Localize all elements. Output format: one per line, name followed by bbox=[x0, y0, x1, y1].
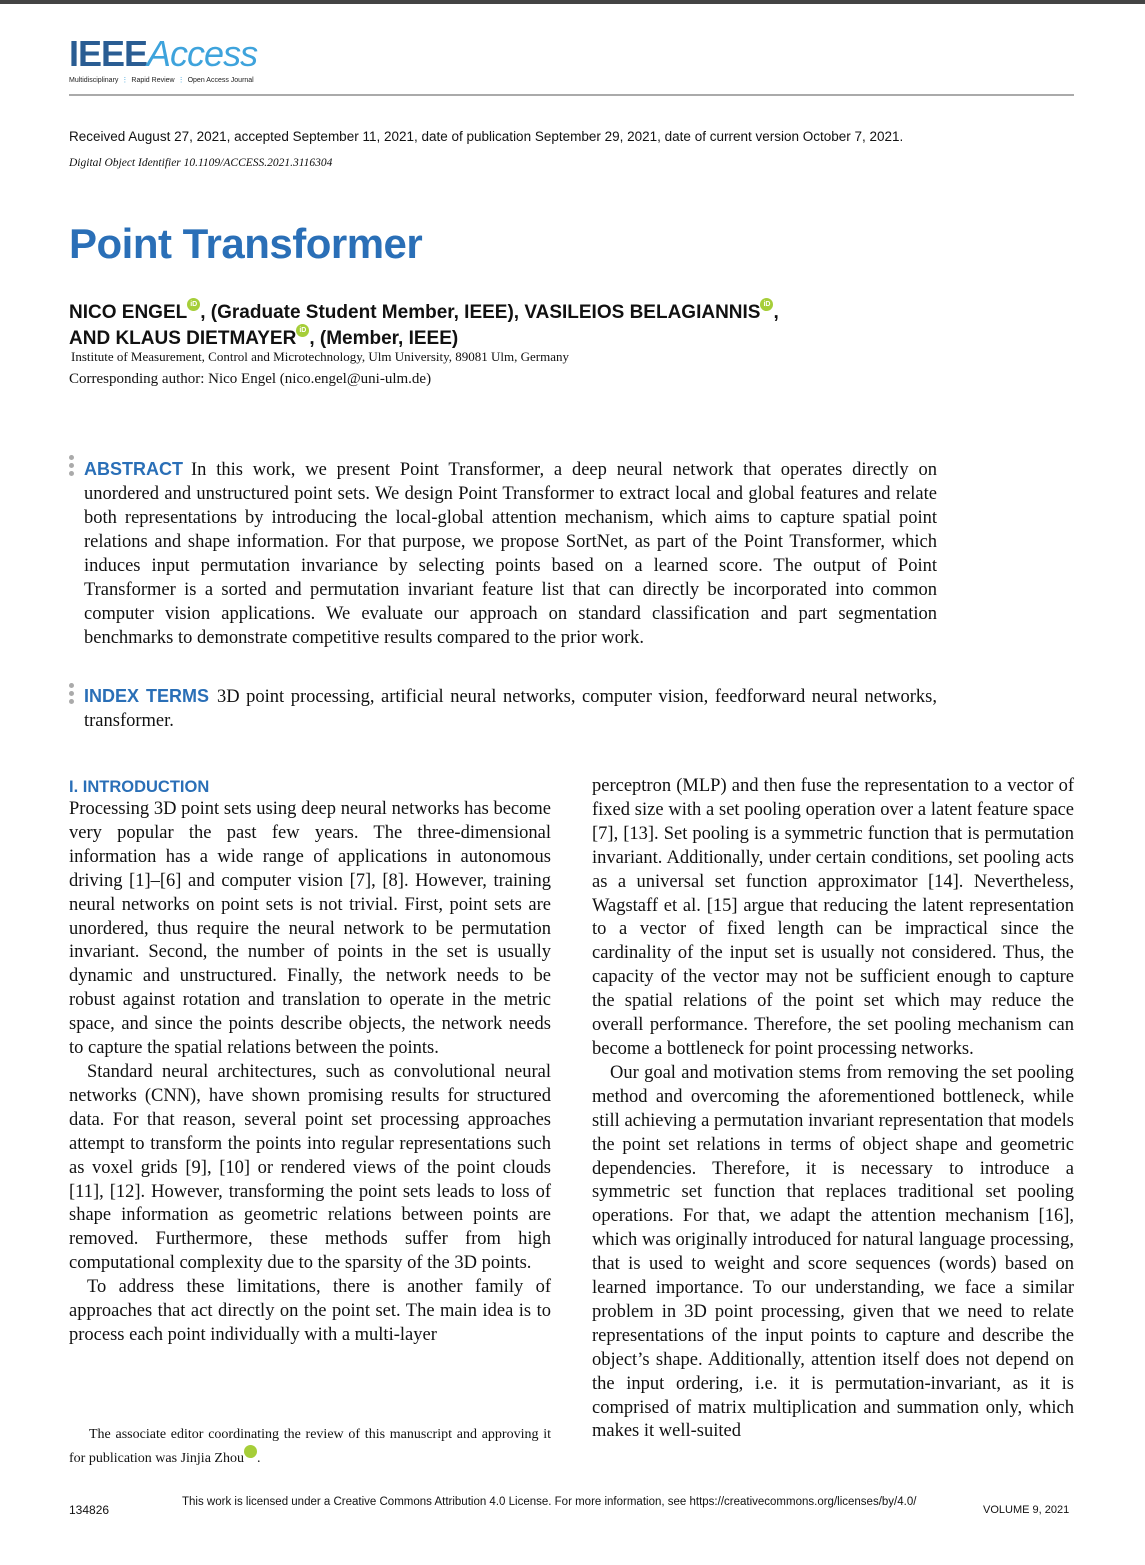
volume: VOLUME 9, 2021 bbox=[983, 1504, 1070, 1516]
author-text: , (Graduate Student Member, IEEE), VASILEIOS BELAGIANNIS bbox=[200, 302, 761, 323]
received-dates: Received August 27, 2021, accepted September 11, 2021, date of publication September 29, 2021, date of current version October 7, 2021. bbox=[69, 129, 904, 144]
orcid-icon[interactable]: iD bbox=[760, 298, 773, 311]
index-terms-label: INDEX TERMS bbox=[84, 686, 209, 706]
top-bar bbox=[0, 0, 1145, 4]
right-column bbox=[592, 775, 1074, 1444]
abstract-label: ABSTRACT bbox=[84, 459, 183, 479]
index-terms bbox=[84, 684, 937, 733]
author-name: NICO ENGEL bbox=[69, 302, 188, 323]
abstract bbox=[84, 457, 937, 650]
tag: Multidisciplinary bbox=[69, 77, 119, 84]
footnote: The associate editor coordinating the review of this manuscript and approving it for publication was Jinjia Zhou iD. bbox=[69, 1427, 551, 1466]
tag: Open Access Journal bbox=[187, 77, 254, 84]
journal-logo bbox=[69, 33, 258, 84]
author-text: , (Member, IEEE) bbox=[309, 328, 459, 349]
left-column bbox=[69, 776, 551, 1348]
doi: Digital Object Identifier 10.1109/ACCESS.2021.3116304 bbox=[69, 157, 333, 169]
dots-icon bbox=[69, 455, 74, 479]
paragraph: perceptron (MLP) and then fuse the representation to a vector of fixed size with a set pooling operation over a latent feature space [7], [13]. Set pooling is a symmetric function that is permutation invariant. Additionally, under certain conditions, set pooling acts as a universal set function approximator [14]. Nevertheless, Wagstaff et al. [15] argue that reducing the latent representation to a vector of fixed length can be impractical since the cardinality of the input set is usually not considered. Thus, the capacity of the vector may not be sufficient enough to capture the spatial relations of the point set which may reduce the overall performance. Therefore, the set pooling mechanism can become a bottleneck for point processing networks. bbox=[592, 776, 1074, 1059]
page-number: 134826 bbox=[69, 1503, 110, 1517]
logo-access: Access bbox=[147, 33, 258, 74]
paragraph: To address these limitations, there is another family of approaches that act directly on the point set. The main idea is to process each point individually with a multi-layer bbox=[69, 1277, 551, 1345]
orcid-icon[interactable]: iD bbox=[187, 298, 200, 311]
author-text: , bbox=[773, 302, 779, 323]
author-name: AND KLAUS DIETMAYER bbox=[69, 328, 297, 349]
abstract-text: In this work, we present Point Transformer, a deep neural network that operates directly on unordered and unstructured point sets. We design Point Transformer to extract local and global features and relate both representations by introducing the local-global attention mechanism, which aims to capture spatial point relations and shape information. For that purpose, we propose SortNet, as part of the Point Transformer, which induces input permutation invariance by selecting points based on a learned score. The output of Point Transformer is a sorted and permutation invariant feature list that can directly be incorporated into common computer vision applications. We evaluate our approach on standard classification and part segmentation benchmarks to demonstrate competitive results compared to the prior work. bbox=[84, 460, 937, 648]
license-notice: This work is licensed under a Creative Commons Attribution 4.0 License. For more information, see https://creativecommons.org/licenses/by/4.0/ bbox=[182, 1496, 917, 1508]
index-terms-text: 3D point processing, artificial neural networks, computer vision, feedforward neural networks, transformer. bbox=[84, 687, 938, 731]
section-heading: I. INTRODUCTION bbox=[69, 778, 210, 796]
logo-tagline: Multidisciplinary ⋮ Rapid Review ⋮ Open Access Journal bbox=[69, 77, 254, 84]
footnote-text: The associate editor coordinating the review of this manuscript and approving it for publication was Jinjia Zhou bbox=[69, 1427, 551, 1466]
dots-icon bbox=[69, 683, 74, 707]
paragraph: Processing 3D point sets using deep neural networks has become very popular the past few years. The three-dimensional information has a wide range of applications in autonomous driving [1]–[6] and computer vision [7], [8]. However, training neural networks on point sets is not trivial. First, point sets are unordered, thus require the neural network to be permutation invariant. Second, the number of points in the set is usually dynamic and unstructured. Finally, the network needs to be robust against rotation and translation to operate in the metric space, and since the points describe objects, the network needs to capture the spatial relations between the points. bbox=[69, 799, 551, 1059]
paper-title: Point Transformer bbox=[69, 220, 423, 267]
logo-ieee: IEEE bbox=[69, 33, 148, 74]
orcid-icon[interactable]: iD bbox=[296, 324, 309, 337]
tag: Rapid Review bbox=[131, 77, 175, 84]
paragraph: Standard neural architectures, such as convolutional neural networks (CNN), have shown promising results for structured data. For that reason, several point set processing approaches attempt to transform the points into regular representations such as voxel grids [9], [10] or rendered views of the point clouds [11], [12]. However, transforming the point sets leads to loss of shape information as geometric relations between points are removed. Furthermore, these methods suffer from high computational complexity due to the sparsity of the 3D points. bbox=[69, 1061, 551, 1274]
orcid-icon[interactable]: iD bbox=[244, 1445, 257, 1458]
authors bbox=[69, 300, 809, 352]
corresponding-author: Corresponding author: Nico Engel (nico.engel@uni-ulm.de) bbox=[69, 371, 432, 387]
paragraph: Our goal and motivation stems from removing the set pooling method and overcoming the aforementioned bottleneck, while still achieving a permutation invariant representation that models the point set relations in terms of object shape and geometric dependencies. Therefore, it is necessary to introduce a symmetric set function that replaces traditional set pooling operations. For that, we adapt the attention mechanism [16], which was originally introduced for natural language processing, that is used to weight and score sequences (words) based on learned importance. To our understanding, we face a similar problem in 3D point processing, given that we need to relate representations of the input points to capture and describe the object’s shape. Additionally, attention itself does not depend on the input ordering, i.e. it is permutation-invariant, as it is comprised of matrix multiplication and summation only, which makes it well-suited bbox=[592, 1062, 1074, 1442]
affiliation: Institute of Measurement, Control and Microtechnology, Ulm University, 89081 Ulm, Germany bbox=[71, 349, 569, 364]
header-rule bbox=[69, 94, 1074, 96]
